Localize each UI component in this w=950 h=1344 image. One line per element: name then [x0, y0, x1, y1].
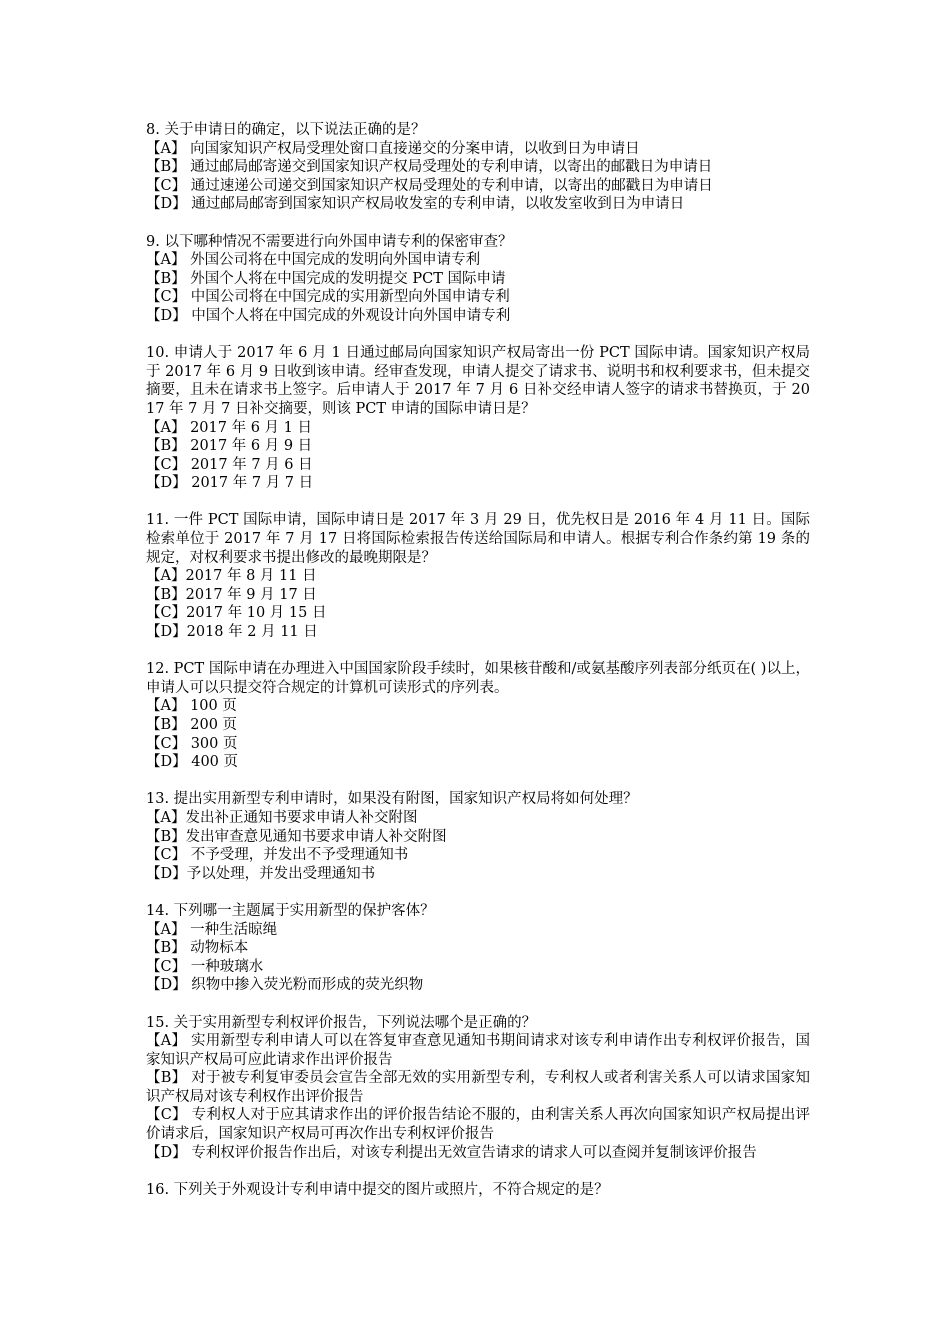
option-b: 【B】 200 页 — [146, 717, 238, 733]
question-12 — [146, 660, 810, 772]
option-d: 【D】 中国个人将在中国完成的外观设计向外国申请专利 — [146, 307, 511, 324]
option-a: 【A】 100 页 — [146, 698, 237, 715]
question-9 — [146, 233, 810, 326]
question-text: 11. 一件 PCT 国际申请，国际申请日是 2017 年 3 月 29 日，优先权日是 2016 年 4 月 11 日。国际检索单位于 2017 年 7 月 17 日将国际检索报告传送给国际局和申请人。根据专利合作条约第 19 条的规定，对权利要求书提出修改的最晚期限是？ — [146, 512, 810, 566]
option-d: 【D】 织物中掺入荧光粉而形成的荧光织物 — [146, 977, 424, 994]
option-d: 【D】 专利权评价报告作出后，对该专利提出无效宣告请求的请求人可以查阅并复制该评价报告 — [146, 1144, 757, 1161]
option-c: 【C】 300 页 — [146, 735, 238, 752]
question-8 — [146, 121, 810, 214]
question-14 — [146, 902, 810, 995]
question-text: 12. PCT 国际申请在办理进入中国国家阶段手续时，如果核苷酸和/或氨基酸序列表部分纸页在( )以上，申请人可以只提交符合规定的计算机可读形式的序列表。 — [146, 661, 810, 696]
option-b: 【B】发出审查意见通知书要求申请人补交附图 — [146, 828, 447, 845]
question-15 — [146, 1014, 810, 1163]
option-d: 【D】 2017 年 7 月 7 日 — [146, 475, 314, 492]
question-13 — [146, 790, 810, 883]
option-b: 【B】 动物标本 — [146, 940, 249, 957]
option-d: 【D】予以处理，并发出受理通知书 — [146, 865, 376, 882]
question-text: 14. 下列哪一主题属于实用新型的保护客体？ — [146, 902, 435, 919]
document-page — [146, 121, 810, 1218]
option-c: 【C】 2017 年 7 月 6 日 — [146, 456, 313, 473]
option-c: 【C】 通过速递公司递交到国家知识产权局受理处的专利申请，以寄出的邮戳日为申请日 — [146, 177, 713, 194]
option-c: 【C】 专利权人对于应其请求作出的评价报告结论不服的，由利害关系人再次向国家知识产权局提出评价请求后，国家知识产权局可再次作出专利权评价报告 — [146, 1107, 810, 1143]
question-text: 13. 提出实用新型专利申请时，如果没有附图，国家知识产权局将如何处理？ — [146, 791, 638, 808]
option-d: 【D】2018 年 2 月 11 日 — [146, 624, 318, 641]
option-d: 【D】 通过邮局邮寄到国家知识产权局收发室的专利申请，以收发室收到日为申请日 — [146, 196, 685, 213]
question-text: 8. 关于申请日的确定，以下说法正确的是？ — [146, 122, 426, 138]
option-a: 【A】发出补正通知书要求申请人补交附图 — [146, 809, 418, 826]
question-10 — [146, 344, 810, 493]
option-a: 【A】 2017 年 6 月 1 日 — [146, 419, 312, 436]
option-c: 【C】 中国公司将在中国完成的实用新型向外国申请专利 — [146, 289, 510, 306]
option-a: 【A】 一种生活晾绳 — [146, 921, 278, 938]
question-text: 16. 下列关于外观设计专利申请中提交的图片或照片，不符合规定的是？ — [146, 1181, 609, 1198]
question-text: 9. 以下哪种情况不需要进行向外国申请专利的保密审查？ — [146, 233, 513, 250]
option-b: 【B】 2017 年 6 月 9 日 — [146, 438, 313, 455]
option-b: 【B】 外国个人将在中国完成的发明提交 PCT 国际申请 — [146, 270, 506, 287]
option-b: 【B】 通过邮局邮寄递交到国家知识产权局受理处的专利申请，以寄出的邮戳日为申请日 — [146, 159, 713, 176]
option-a: 【A】2017 年 8 月 11 日 — [146, 568, 317, 585]
question-text: 10. 申请人于 2017 年 6 月 1 日通过邮局向国家知识产权局寄出一份 PCT 国际申请。国家知识产权局于 2017 年 6 月 9 日收到该申请。经审查发现，申请人提交了请求书、说明书和权利要求书，但未提交摘要，且未在请求书上签字。后申请人于 2017 年 7 月 6 日补交经申请人签字的请求书替换页，于 2017 年 7 月 7 日补交摘要，则该 PCT 申请的国际申请日是？ — [146, 345, 810, 417]
question-16 — [146, 1181, 810, 1200]
option-a: 【A】 向国家知识产权局受理处窗口直接递交的分案申请，以收到日为申请日 — [146, 140, 640, 157]
option-c: 【C】2017 年 10 月 15 日 — [146, 605, 327, 622]
question-11 — [146, 511, 810, 641]
question-text: 15. 关于实用新型专利权评价报告，下列说法哪个是正确的？ — [146, 1014, 537, 1031]
option-b: 【B】 对于被专利复审委员会宣告全部无效的实用新型专利，专利权人或者利害关系人可以请求国家知识产权局对该专利权作出评价报告 — [146, 1070, 810, 1105]
option-c: 【C】 一种玻璃水 — [146, 958, 264, 975]
option-b: 【B】2017 年 9 月 17 日 — [146, 586, 317, 603]
option-a: 【A】 实用新型专利申请人可以在答复审查意见通知书期间请求对该专利申请作出专利权评价报告，国家知识产权局可应此请求作出评价报告 — [146, 1033, 810, 1068]
option-a: 【A】 外国公司将在中国完成的发明向外国申请专利 — [146, 252, 481, 269]
option-d: 【D】 400 页 — [146, 754, 239, 771]
option-c: 【C】 不予受理，并发出不予受理通知书 — [146, 847, 409, 864]
